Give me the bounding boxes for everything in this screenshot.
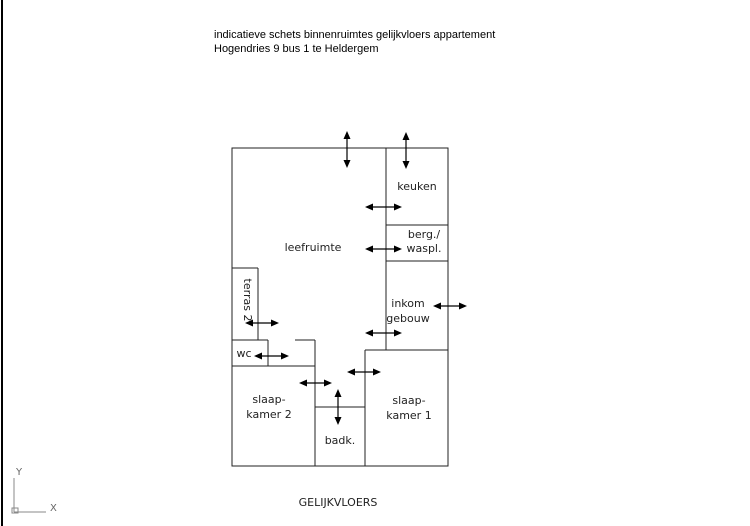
ucs-axis-icon — [12, 467, 57, 514]
label-keuken: keuken — [397, 180, 437, 193]
header-address: Hogendries 9 bus 1 te Heldergem — [214, 43, 379, 55]
label-waspl: waspl. — [406, 242, 442, 255]
label-slaapkamer1-b: kamer 1 — [386, 409, 432, 422]
ucs-y-label: Y — [16, 467, 23, 478]
label-leefruimte: leefruimte — [284, 241, 342, 254]
label-slaapkamer2-a: slaap- — [252, 393, 286, 406]
arrow-berg-door — [365, 246, 402, 253]
label-slaapkamer2-b: kamer 2 — [246, 408, 292, 421]
arrow-wc-door — [254, 353, 289, 360]
arrow-inkom-door — [365, 330, 402, 337]
arrow-slaapkamer1-door — [347, 369, 381, 376]
arrows — [245, 131, 467, 425]
label-slaapkamer1-a: slaap- — [392, 394, 426, 407]
floor-label: GELIJKVLOERS — [298, 496, 378, 509]
label-berg: berg./ — [407, 228, 441, 241]
ucs-x-label: X — [50, 503, 57, 514]
arrow-entry-top-2 — [403, 132, 410, 169]
label-badk: badk. — [324, 434, 356, 447]
arrow-keuken-door — [365, 204, 402, 211]
arrow-entry-top-1 — [344, 131, 351, 168]
label-wc: wc — [236, 347, 252, 360]
label-gebouw: gebouw — [386, 312, 430, 325]
label-terras: terras 2 — [241, 278, 254, 322]
arrow-inkom-outside — [433, 303, 467, 310]
label-inkom: inkom — [391, 297, 425, 310]
header-title: indicatieve schets binnenruimtes gelijkvloers appartement — [214, 29, 496, 41]
